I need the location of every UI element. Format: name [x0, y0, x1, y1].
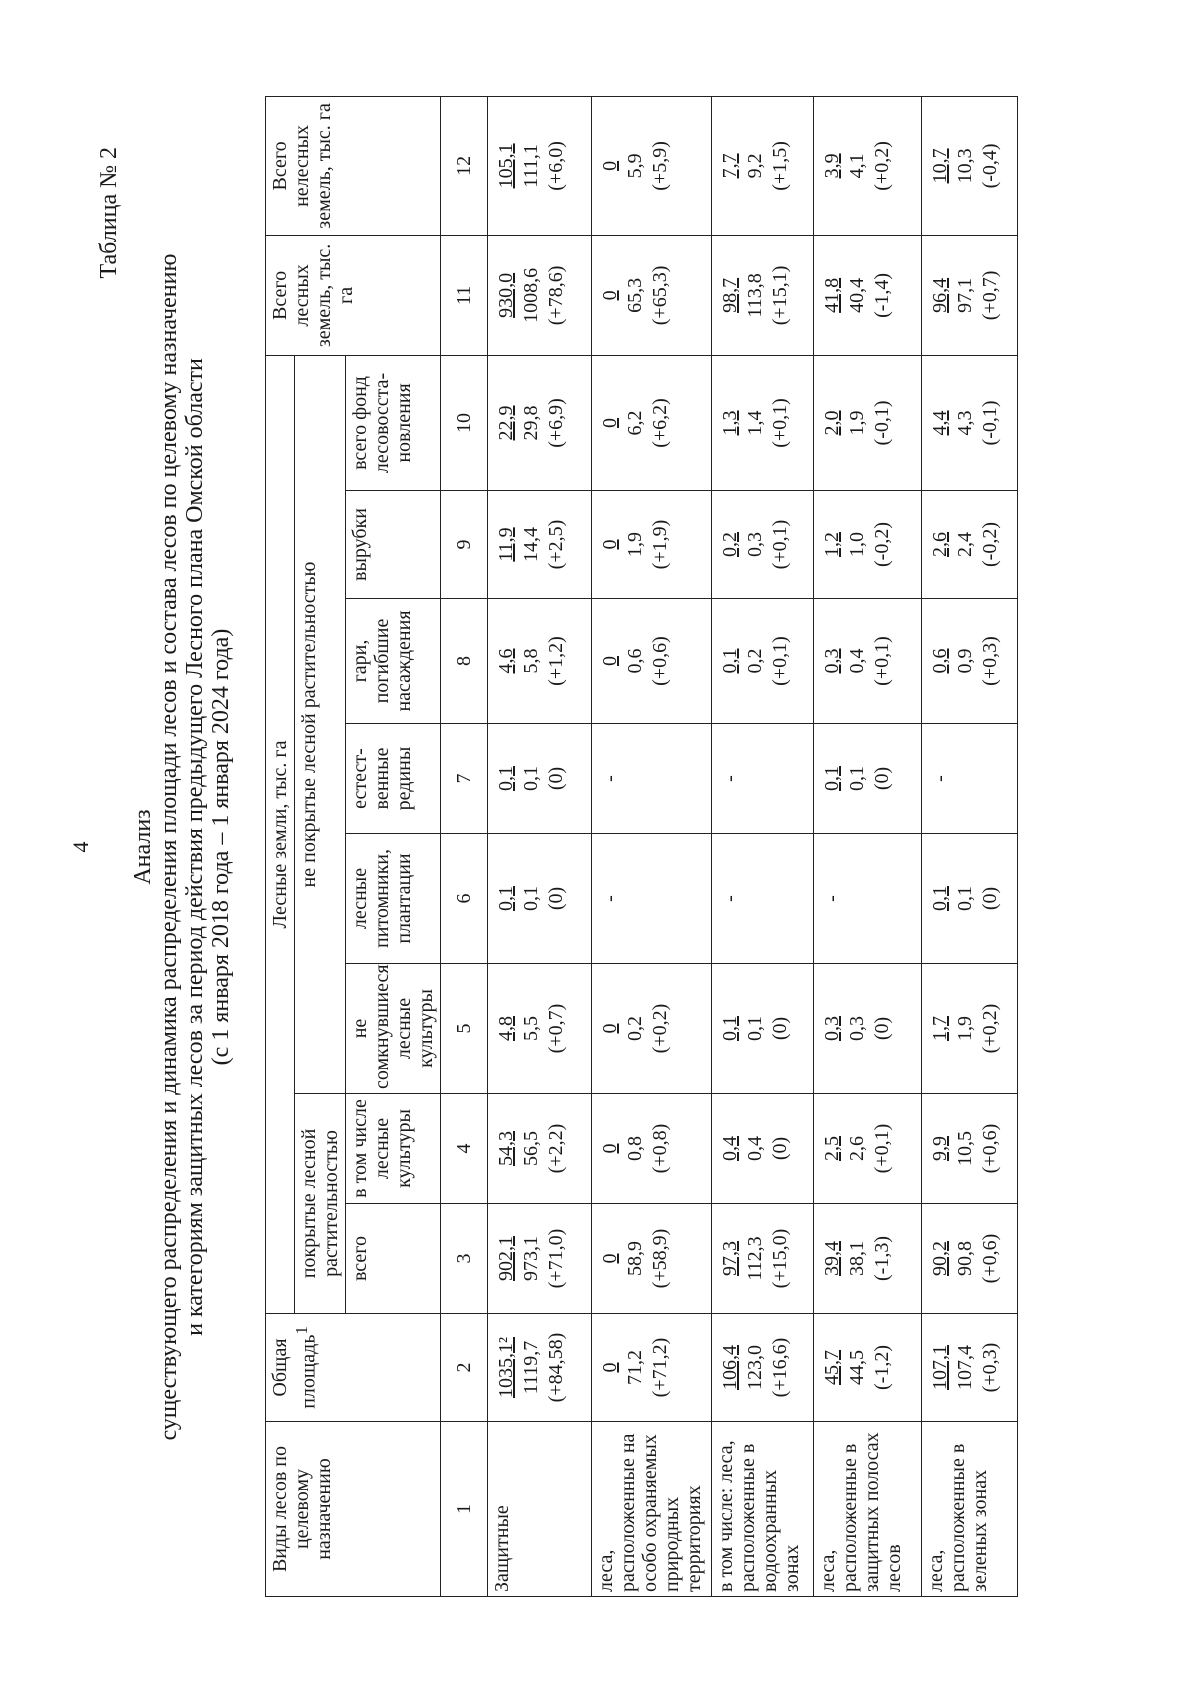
value-2024: 9,2	[744, 153, 766, 179]
value-2018: 0,4	[719, 1136, 741, 1161]
table-cell	[488, 834, 592, 964]
value-change: (+2,2)	[545, 1123, 567, 1174]
value-2018: 54,3	[495, 1131, 517, 1166]
value-2018: 7,7	[719, 153, 741, 179]
table-cell	[922, 355, 1018, 490]
value-change: (0)	[769, 1136, 791, 1161]
value-2018: 0,1	[719, 648, 741, 674]
value-2018: 1,3	[719, 410, 741, 436]
value-2024: 65,3	[624, 277, 646, 313]
value-2024: 40,4	[846, 277, 868, 313]
value-2024: 4,3	[954, 410, 976, 436]
value-2024: 44,5	[846, 1350, 868, 1385]
value-2018: 105,1	[495, 143, 517, 189]
value-change: (+0,1)	[871, 1123, 893, 1174]
column-number: 4	[441, 1094, 488, 1204]
table-cell	[814, 491, 922, 599]
value-2024: 0,4	[846, 648, 868, 674]
table-cell	[814, 355, 922, 490]
value-change: (+0,2)	[979, 1003, 1001, 1054]
value-2024: 0,1	[846, 766, 868, 791]
value-2018: 97,3	[719, 1241, 741, 1276]
header-clearings: вырубки	[346, 491, 441, 599]
table-row	[592, 96, 712, 1596]
column-number: 11	[441, 235, 488, 355]
value-2024: 1119,7	[520, 1340, 542, 1395]
value-2024: 0,1	[954, 886, 976, 911]
value-change: (0)	[545, 886, 567, 911]
value-change: (+2,5)	[545, 519, 567, 570]
table-cell	[922, 96, 1018, 235]
table-row	[922, 96, 1018, 1596]
value-2018: 2,5	[821, 1136, 843, 1161]
value-2024: 0,1	[520, 886, 542, 911]
table-row	[712, 96, 814, 1596]
value-change: (+0,2)	[649, 1003, 671, 1054]
row-name: леса, расположенные в зеленых зонах	[922, 1422, 1018, 1597]
value-change: (+0,7)	[545, 1003, 567, 1054]
value-2018: 0,1	[495, 886, 517, 911]
row-name: леса, расположенные в защитных полосах лесов	[814, 1422, 922, 1597]
column-number: 8	[441, 599, 488, 724]
title-line: Анализ	[130, 809, 156, 885]
value-2018: 1,7	[929, 1016, 951, 1041]
header-total-area-text: Общая площадь	[269, 1334, 320, 1409]
value-2024: 1,9	[624, 532, 646, 557]
value-2018: 3,9	[821, 153, 843, 179]
value-2018: 0	[599, 290, 621, 301]
table-cell	[592, 235, 712, 355]
column-number: 6	[441, 834, 488, 964]
value-2024: 112,3	[744, 1236, 766, 1281]
header-burnt: гари, погибшие насаждения	[346, 599, 441, 724]
value-change: (-0,1)	[871, 400, 893, 446]
value-2024: 0,3	[744, 532, 766, 557]
header-types: Виды лесов по целевому назначению	[266, 1422, 441, 1597]
table-cell	[814, 235, 922, 355]
value-2018: 0	[599, 160, 621, 171]
value-change: (-0,2)	[871, 522, 893, 567]
table-cell	[592, 491, 712, 599]
value-change: (+1,2)	[545, 636, 567, 686]
header-unclosed: не сомкнувшиеся лесные культуры	[346, 964, 441, 1094]
table-cell	[592, 1314, 712, 1422]
value-2024: 4,1	[846, 153, 868, 179]
value-change: (0)	[979, 886, 1001, 911]
table-cell	[922, 491, 1018, 599]
header-total-area-footnote: 1	[292, 1326, 311, 1335]
value-change: (0)	[871, 1016, 893, 1041]
value-2018: 39,4	[821, 1241, 843, 1276]
value-change: (+0,6)	[649, 636, 671, 686]
column-number: 1	[441, 1422, 488, 1597]
table-cell	[488, 599, 592, 724]
table-cell	[922, 964, 1018, 1094]
value-2018: 96,4	[929, 277, 951, 313]
value-2024: 123,0	[744, 1345, 766, 1390]
title-line: (с 1 января 2018 года – 1 января 2024 года)	[208, 628, 234, 1066]
value-2018: 4,6	[495, 648, 517, 674]
value-2024: 973,1	[520, 1236, 542, 1281]
value-change: (+0,3)	[979, 636, 1001, 686]
table-cell	[922, 834, 1018, 964]
value-2024: 0,3	[846, 1016, 868, 1041]
value-2018: -	[599, 895, 621, 902]
forest-analysis-table	[265, 96, 1018, 1597]
column-number: 3	[441, 1204, 488, 1314]
value-2018: -	[599, 775, 621, 782]
table-cell	[592, 834, 712, 964]
value-2018: 0	[599, 417, 621, 428]
row-name: Защитные	[488, 1422, 592, 1597]
header-all: всего	[346, 1204, 441, 1314]
title-line: и категориям защитных лесов за период действия предыдущего Лесного плана Омской области	[182, 358, 208, 1336]
value-2024: 90,8	[954, 1241, 976, 1276]
value-2018: 0,3	[821, 1016, 843, 1041]
value-2024: 1,0	[846, 532, 868, 557]
value-2024: 0,1	[744, 1016, 766, 1041]
table-number: Таблица № 2	[96, 147, 122, 279]
value-2024: 10,3	[954, 148, 976, 184]
value-2018: 0,3	[821, 648, 843, 674]
value-2018: 41,8	[821, 277, 843, 313]
row-name: леса, расположенные на особо охраняемых природных территориях	[592, 1422, 712, 1597]
table-cell	[488, 235, 592, 355]
value-2024: 0,9	[954, 648, 976, 674]
value-2018: 2,0	[821, 410, 843, 436]
page-number: 4	[68, 841, 93, 853]
value-2024: 1008,6	[520, 267, 542, 323]
table-cell	[488, 1314, 592, 1422]
table-cell	[488, 964, 592, 1094]
value-2024: 14,4	[520, 527, 542, 562]
value-2018: 1035,1²	[495, 1337, 517, 1398]
value-2018: 0,1	[495, 766, 517, 791]
table-cell	[814, 1314, 922, 1422]
value-change: (+0,6)	[979, 1233, 1001, 1284]
value-change: (+71,2)	[649, 1337, 671, 1398]
value-2024: 2,6	[846, 1136, 868, 1161]
value-change: (+0,6)	[979, 1123, 1001, 1174]
value-change: (+0,2)	[871, 141, 893, 191]
value-change: (+0,7)	[979, 270, 1001, 321]
header-forest-total: Всего лесных земель, тыс. га	[266, 235, 441, 355]
row-name: в том числе: леса, расположенные в водоохранных зонах	[712, 1422, 814, 1597]
value-change: (+58,9)	[649, 1228, 671, 1289]
table-cell	[712, 96, 814, 235]
table-cell	[488, 491, 592, 599]
value-change: (+0,1)	[871, 636, 893, 686]
value-2018: 90,2	[929, 1241, 951, 1276]
value-2018: 9,9	[929, 1136, 951, 1161]
value-2018: 11,9	[495, 527, 517, 562]
value-2018: 2,6	[929, 532, 951, 557]
value-2018: 0,1	[821, 766, 843, 791]
value-2018: 0	[599, 539, 621, 550]
value-2018: 930,0	[495, 272, 517, 318]
value-2024: 1,9	[846, 410, 868, 436]
table-title	[130, 57, 234, 1637]
value-change: (+78,6)	[545, 265, 567, 326]
table-cell	[488, 355, 592, 490]
value-2018: 902,1	[495, 1236, 517, 1281]
header-nurseries: лесные питомники, плантации	[346, 834, 441, 964]
value-2024: 111,1	[520, 144, 542, 188]
table-body	[488, 96, 1018, 1596]
table-cell	[592, 1204, 712, 1314]
value-change: (+5,9)	[649, 141, 671, 191]
header-covered: покрытые лесной растительностью	[295, 1094, 346, 1314]
table-cell	[712, 834, 814, 964]
value-change: (+0,1)	[769, 519, 791, 570]
value-2024: 0,6	[624, 648, 646, 674]
value-change: (-0,2)	[979, 522, 1001, 567]
value-2018: -	[719, 895, 741, 902]
value-2024: 10,5	[954, 1131, 976, 1166]
value-change: (-0,4)	[979, 143, 1001, 189]
table-cell	[712, 355, 814, 490]
header-incl-cultures: в том числе лесные культуры	[346, 1094, 441, 1204]
value-2018: 106,4	[719, 1345, 741, 1390]
value-2018: 0	[599, 1023, 621, 1034]
header-reforest-fund: всего фонд лесовосста-новления	[346, 355, 441, 490]
value-change: (+6,0)	[545, 141, 567, 191]
value-change: (+15,0)	[769, 1228, 791, 1289]
table-cell	[592, 724, 712, 834]
value-2018: 0,1	[929, 886, 951, 911]
rotated-content	[60, 57, 1140, 1637]
value-2018: 45,7	[821, 1350, 843, 1385]
column-number: 7	[441, 724, 488, 834]
value-2018: 0,2	[719, 532, 741, 557]
value-change: (+65,3)	[649, 265, 671, 326]
title-line: существующего распределения и динамика распределения площади лесов и состава лесов по целевому назначению	[156, 253, 182, 1441]
value-change: (+6,2)	[649, 398, 671, 448]
value-2024: 38,1	[846, 1241, 868, 1276]
value-change: (+84,58)	[545, 1332, 567, 1403]
value-2024: 29,8	[520, 405, 542, 441]
value-2024: 0,1	[520, 766, 542, 791]
value-2024: 56,5	[520, 1131, 542, 1166]
value-change: (-1,3)	[871, 1236, 893, 1281]
table-cell	[814, 599, 922, 724]
table-cell	[592, 355, 712, 490]
value-2018: 0	[599, 656, 621, 666]
value-change: (+16,6)	[769, 1337, 791, 1398]
table-cell	[592, 599, 712, 724]
value-2024: 0,8	[624, 1136, 646, 1161]
value-change: (+6,9)	[545, 398, 567, 448]
value-2024: 113,8	[744, 273, 766, 318]
value-change: (+0,8)	[649, 1123, 671, 1174]
value-2024: 107,4	[954, 1345, 976, 1390]
value-2018: 0,6	[929, 648, 951, 674]
value-2018: 0,1	[719, 1016, 741, 1041]
value-2018: 1,2	[821, 532, 843, 557]
value-change: (0)	[871, 766, 893, 791]
table-cell	[922, 1204, 1018, 1314]
header-forest-lands: Лесные земли, тыс. га	[266, 355, 295, 1313]
value-change: (+0,1)	[769, 636, 791, 686]
value-2024: 58,9	[624, 1241, 646, 1276]
value-2024: 6,2	[624, 410, 646, 436]
column-number: 10	[441, 355, 488, 490]
table-cell	[814, 834, 922, 964]
value-2024: 5,5	[520, 1016, 542, 1041]
column-number: 5	[441, 964, 488, 1094]
table-cell	[592, 96, 712, 235]
table-row	[488, 96, 592, 1596]
value-change: (+0,1)	[769, 398, 791, 448]
value-change: (+0,3)	[979, 1342, 1001, 1393]
value-change: (0)	[545, 766, 567, 791]
table-cell	[814, 1204, 922, 1314]
value-2024: 0,2	[744, 648, 766, 674]
table-cell	[592, 1094, 712, 1204]
value-2024: 0,4	[744, 1136, 766, 1161]
table-cell	[712, 724, 814, 834]
value-2024: 5,8	[520, 648, 542, 674]
table-cell	[488, 96, 592, 235]
value-2018: -	[719, 775, 741, 782]
table-cell	[922, 1094, 1018, 1204]
header-nonforest-total: Всего нелесных земель, тыс. га	[266, 96, 441, 235]
value-2018: 0	[599, 1253, 621, 1264]
value-2018: 107,1	[929, 1345, 951, 1390]
value-2018: 4,8	[495, 1016, 517, 1041]
column-number: 2	[441, 1314, 488, 1422]
value-2024: 1,9	[954, 1016, 976, 1041]
table-cell	[712, 491, 814, 599]
value-2018: -	[929, 775, 951, 782]
value-2024: 97,1	[954, 277, 976, 313]
table-cell	[922, 724, 1018, 834]
table-cell	[712, 1094, 814, 1204]
value-2018: 22,9	[495, 405, 517, 441]
value-2024: 2,4	[954, 532, 976, 557]
column-number: 12	[441, 96, 488, 235]
table-cell	[712, 1204, 814, 1314]
table-cell	[814, 96, 922, 235]
value-2024: 5,9	[624, 153, 646, 179]
value-change: (+15,1)	[769, 265, 791, 326]
table-cell	[922, 1314, 1018, 1422]
value-change: (-1,2)	[871, 1345, 893, 1390]
header-not-covered: не покрытые лесной растительностью	[295, 355, 346, 1093]
value-2018: 10,7	[929, 148, 951, 184]
column-numbers-row	[441, 96, 488, 1596]
table-cell	[814, 1094, 922, 1204]
table-cell	[592, 964, 712, 1094]
value-change: (+71,0)	[545, 1228, 567, 1289]
value-change: (+1,9)	[649, 519, 671, 570]
table-cell	[814, 964, 922, 1094]
value-change: (+1,5)	[769, 141, 791, 191]
value-change: (-1,4)	[871, 272, 893, 318]
table-cell	[814, 724, 922, 834]
value-2018: 98,7	[719, 277, 741, 313]
value-change: (-0,1)	[979, 400, 1001, 446]
value-change: (0)	[769, 1016, 791, 1041]
table-cell	[712, 964, 814, 1094]
value-2018: 4,4	[929, 410, 951, 436]
header-total-area	[266, 1314, 441, 1422]
value-2024: 1,4	[744, 410, 766, 436]
value-2024: 0,2	[624, 1016, 646, 1041]
table-cell	[922, 235, 1018, 355]
table-cell	[922, 599, 1018, 724]
table-cell	[488, 1204, 592, 1314]
value-2018: 0	[599, 1362, 621, 1373]
table-row	[814, 96, 922, 1596]
value-2018: -	[821, 895, 843, 902]
table-cell	[712, 235, 814, 355]
header-natural: естест-венные редины	[346, 724, 441, 834]
table-cell	[488, 724, 592, 834]
value-2018: 0	[599, 1143, 621, 1154]
value-2024: 71,2	[624, 1350, 646, 1385]
column-number: 9	[441, 491, 488, 599]
table-cell	[712, 599, 814, 724]
table-cell	[488, 1094, 592, 1204]
table-cell	[712, 1314, 814, 1422]
